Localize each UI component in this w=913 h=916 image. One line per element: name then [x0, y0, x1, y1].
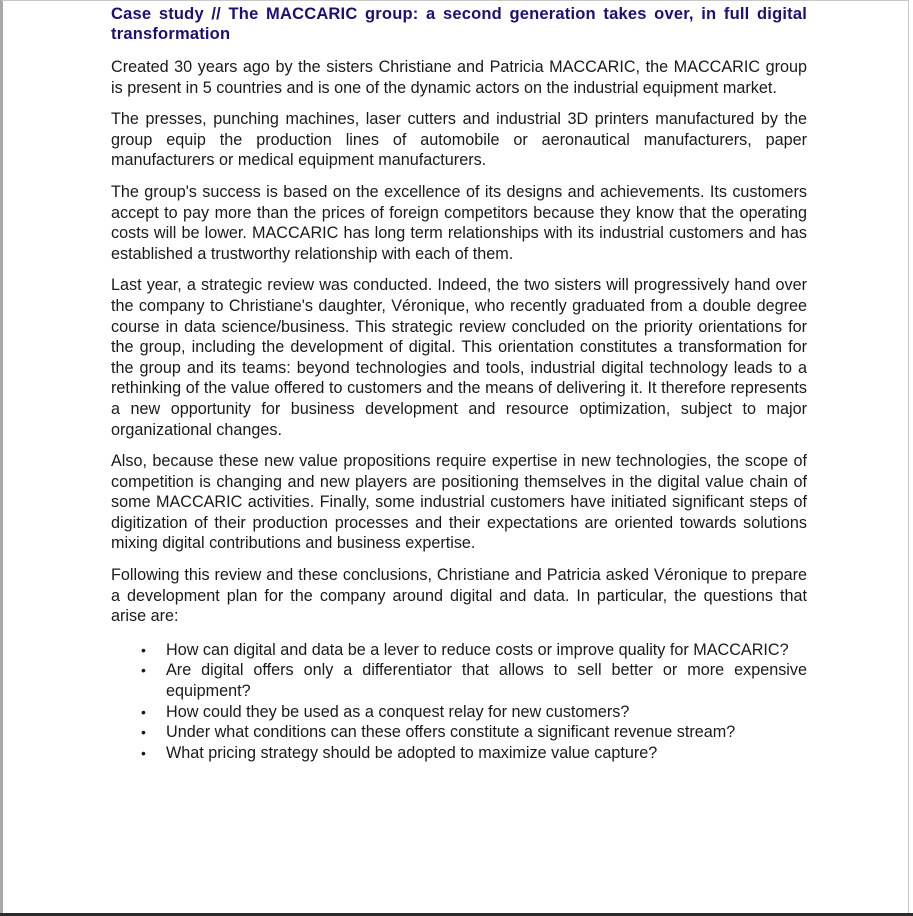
question-text: How could they be used as a conquest relay for new customers? [166, 702, 630, 721]
paragraph-questions-intro: Following this review and these conclusions, Christiane and Patricia asked Véronique to prepare a development plan for the company around digital and data. In particular, the questions that arise are: [111, 566, 807, 626]
list-item [141, 702, 807, 723]
case-study-title: Case study // The MACCARIC group: a second generation takes over, in full digital transformation [111, 5, 807, 43]
paragraph-intro: Created 30 years ago by the sisters Christiane and Patricia MACCARIC, the MACCARIC group is present in 5 countries and is one of the dynamic actors on the industrial equipment market. [111, 58, 807, 97]
bullet-icon: • [141, 641, 146, 658]
question-text: How can digital and data be a lever to reduce costs or improve quality for MACCARIC? [166, 640, 789, 659]
bullet-icon: • [141, 724, 146, 741]
paragraph-competition: Also, because these new value propositions require expertise in new technologies, the scope of competition is changing and new players are positioning themselves in the digital value chain of some MACCARIC activities. Finally, some industrial customers have initiated significant steps of digitization of their production processes and their expectations are oriented towards solutions mixing digital contributions and business expertise. [111, 452, 807, 553]
document-content [111, 4, 807, 763]
paragraph-products: The presses, punching machines, laser cutters and industrial 3D printers manufactured by the group equip the production lines of automobile or aeronautical manufacturers, paper manufacturers or medical equipment manufacturers. [111, 110, 807, 170]
list-item [141, 722, 807, 743]
paragraph-success: The group's success is based on the excellence of its designs and achievements. Its customers accept to pay more than the prices of foreign competitors because they know that the operating costs will be lower. MACCARIC has long term relationships with its industrial customers and has established a trustworthy relationship with each of them. [111, 182, 807, 263]
list-item [141, 640, 807, 661]
questions-list [111, 640, 807, 764]
paragraph-strategic-review: Last year, a strategic review was conducted. Indeed, the two sisters will progressively hand over the company to Christiane's daughter, Véronique, who recently graduated from a double degree course in data science/business. This strategic review concluded on the priority orientations for the group, including the development of digital. This orientation constitutes a transformation for the group and its teams: beyond technologies and tools, industrial digital technology leads to a rethinking of the value offered to customers and the means of delivering it. It therefore represents a new opportunity for business development and resource optimization, subject to major organizational changes. [111, 276, 807, 439]
bullet-icon: • [141, 703, 146, 720]
question-text: Are digital offers only a differentiator that allows to sell better or more expensive equipment? [166, 661, 807, 701]
bullet-icon: • [141, 662, 146, 679]
list-item [141, 743, 807, 764]
question-text: Under what conditions can these offers constitute a significant revenue stream? [166, 723, 736, 742]
question-text: What pricing strategy should be adopted to maximize value capture? [166, 743, 658, 762]
bullet-icon: • [141, 744, 146, 761]
list-item [141, 660, 807, 701]
